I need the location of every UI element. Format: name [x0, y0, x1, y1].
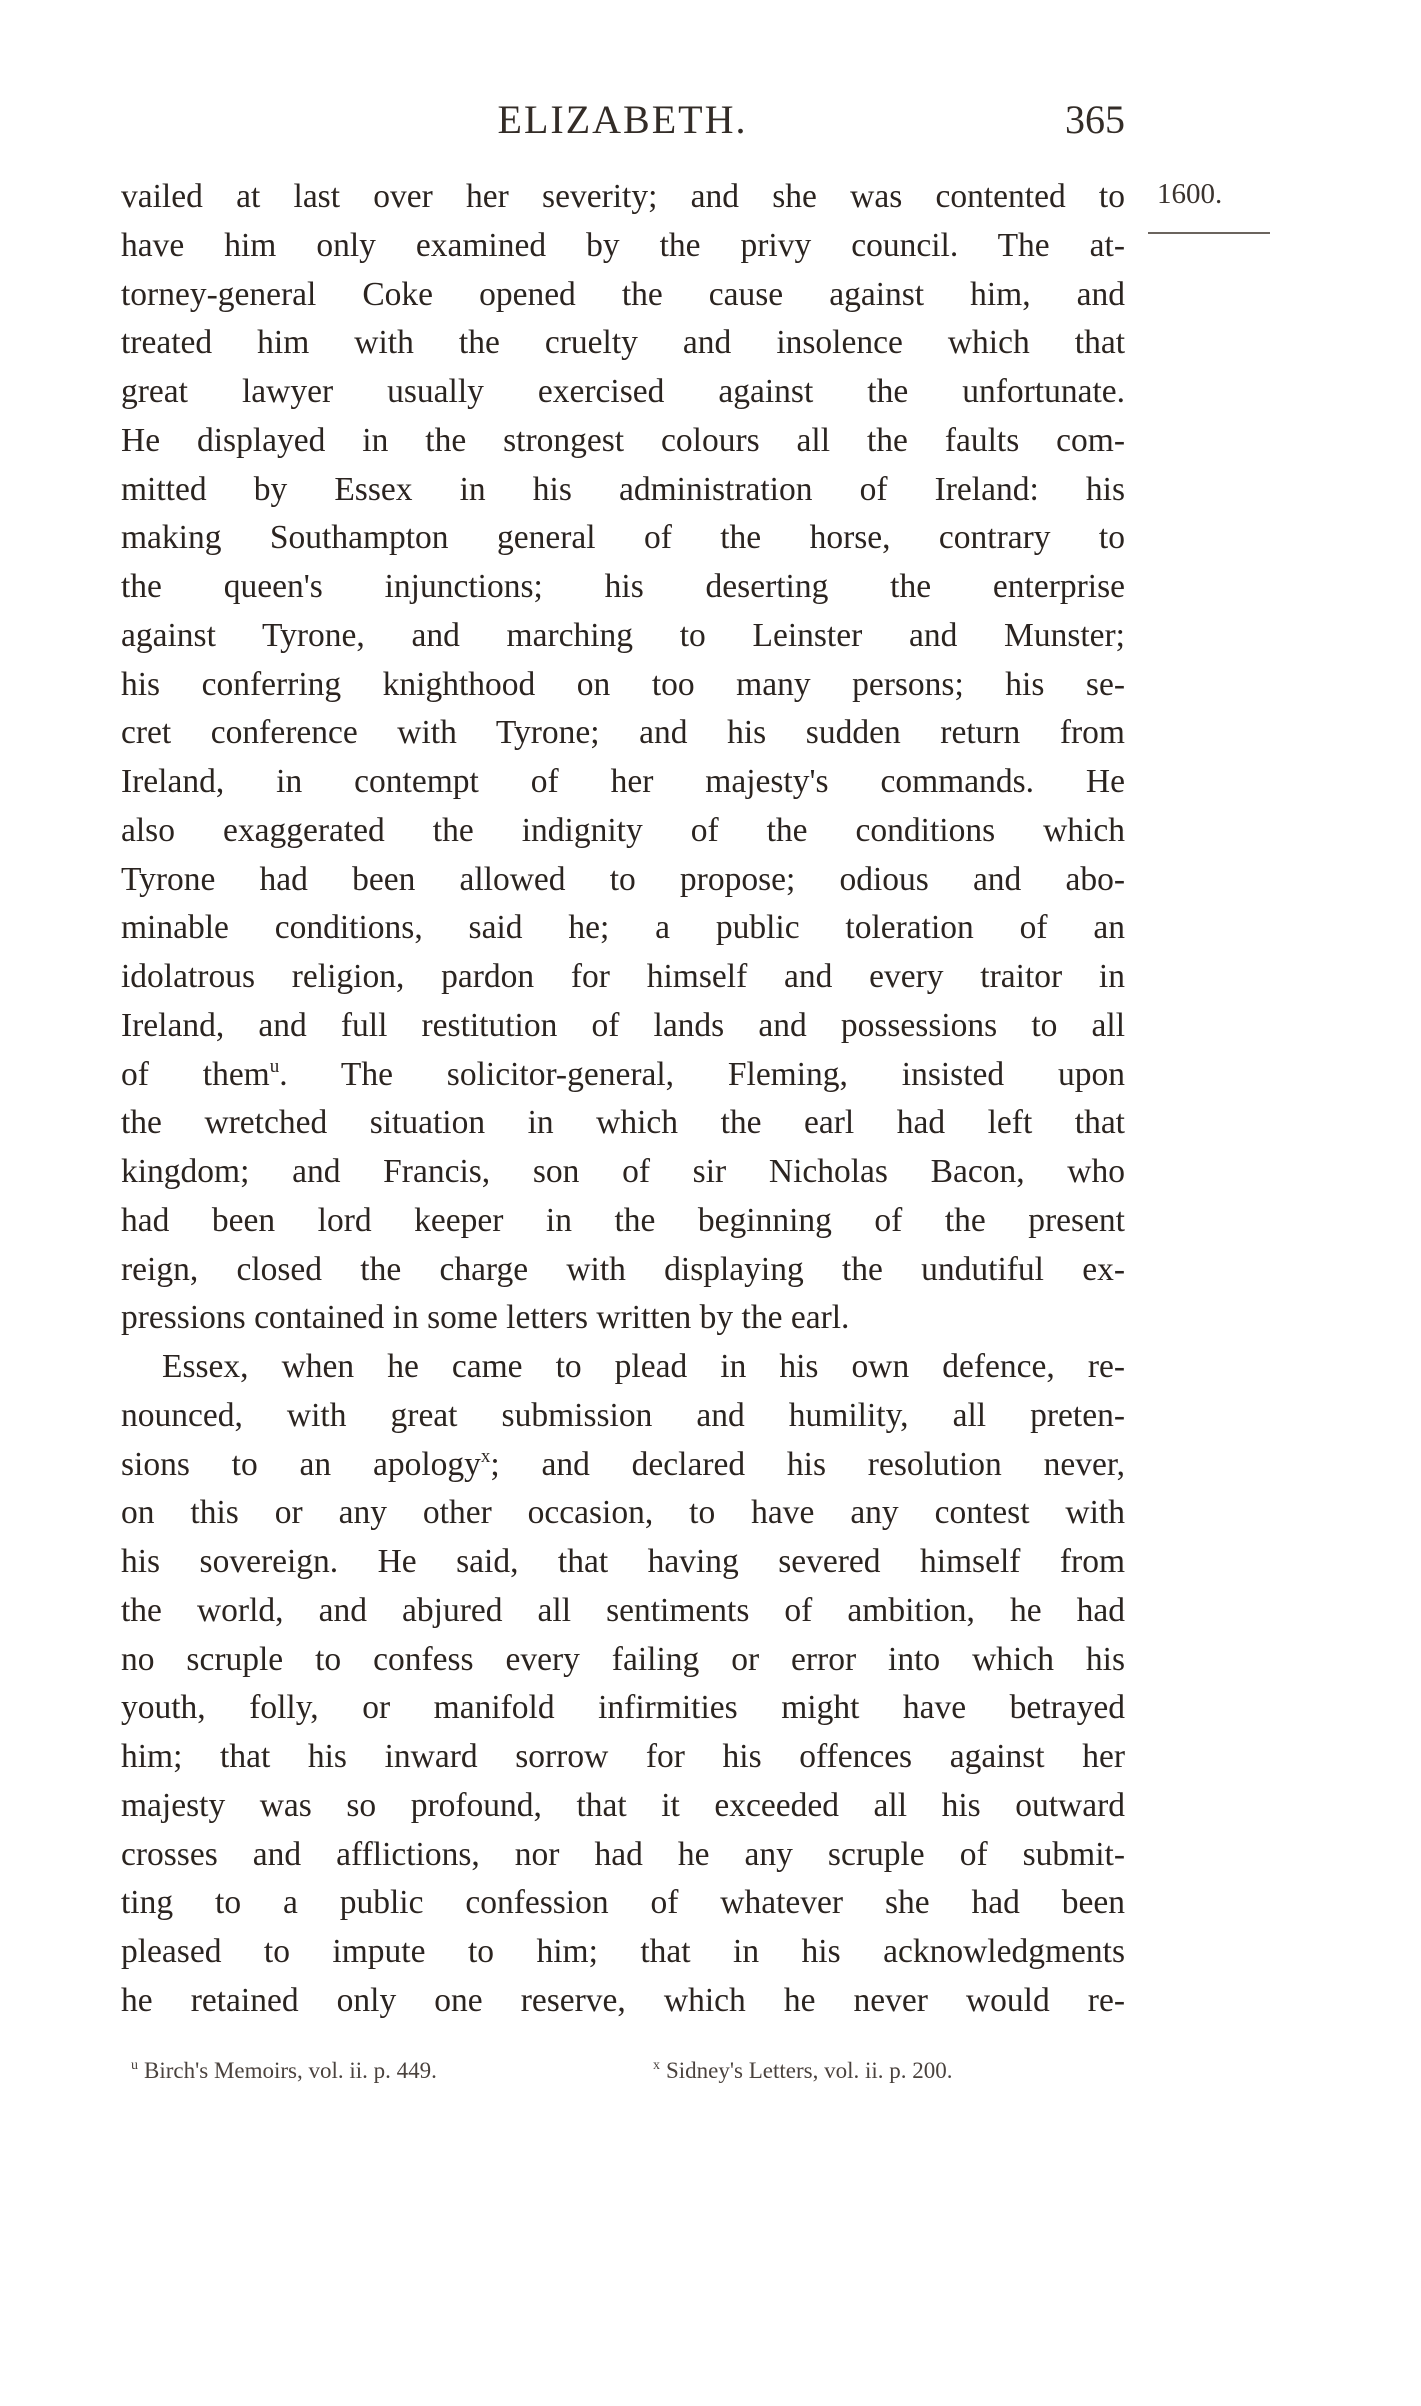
footnote-mark-u: u	[269, 1055, 280, 1077]
margin-rule	[1148, 232, 1270, 234]
text-line: have him only examined by the privy council. The at-	[121, 226, 1125, 264]
footnote-mark-x: x	[480, 1445, 491, 1467]
text-line: torney-general Coke opened the cause against him, and	[121, 275, 1125, 313]
footnote-u-mark: u	[131, 2058, 138, 2073]
text-line: minable conditions, said he; a public toleration of an	[121, 909, 1125, 947]
text-segment: sions to an apology	[121, 1445, 481, 1483]
text-line: kingdom; and Francis, son of sir Nicholas Bacon, who	[121, 1153, 1125, 1190]
text-line: on this or any other occasion, to have any contest with	[121, 1494, 1125, 1532]
margin-year-note: 1600.	[1157, 178, 1223, 210]
body-text	[121, 173, 1125, 2026]
footnote-u	[131, 2058, 437, 2084]
text-line: the queen's injunctions; his deserting the enterprise	[121, 568, 1125, 605]
text-line-with-footnote-x	[121, 1441, 1125, 1490]
footnote-u-text: Birch's Memoirs, vol. ii. p. 449.	[144, 2058, 437, 2083]
text-line: his sovereign. He said, that having severed himself from	[121, 1543, 1125, 1580]
footnote-x-mark: x	[653, 2058, 660, 2073]
text-line: ting to a public confession of whatever she had been	[121, 1884, 1125, 1922]
text-line: him; that his inward sorrow for his offences against her	[121, 1738, 1125, 1775]
text-line: pleased to impute to him; that in his acknowledgments	[121, 1933, 1125, 1970]
text-line: cret conference with Tyrone; and his sudden return from	[121, 714, 1125, 752]
text-line: also exaggerated the indignity of the conditions which	[121, 811, 1125, 849]
footnote-x-text: Sidney's Letters, vol. ii. p. 200.	[666, 2058, 953, 2083]
text-line: great lawyer usually exercised against the unfortunate.	[121, 373, 1125, 410]
footnotes	[121, 2058, 1125, 2098]
running-head	[120, 96, 1125, 156]
text-line-with-footnote-u	[121, 1051, 1125, 1100]
text-line: youth, folly, or manifold infirmities might have betrayed	[121, 1689, 1125, 1727]
text-line: making Southampton general of the horse, contrary to	[121, 519, 1125, 557]
running-head-title: ELIZABETH.	[497, 97, 748, 142]
text-line: pressions contained in some letters written by the earl.	[121, 1299, 850, 1337]
text-line: Ireland, and full restitution of lands and possessions to all	[121, 1006, 1125, 1044]
text-line: his conferring knighthood on too many persons; his se-	[121, 665, 1125, 703]
text-segment: ; and declared his resolution never,	[490, 1445, 1126, 1483]
text-line: crosses and afflictions, nor had he any scruple of submit-	[121, 1835, 1125, 1873]
text-line: majesty was so profound, that it exceeded all his outward	[121, 1786, 1125, 1824]
text-line: nounced, with great submission and humility, all preten-	[121, 1396, 1125, 1434]
text-line: idolatrous religion, pardon for himself and every traitor in	[121, 958, 1125, 995]
text-line: vailed at last over her severity; and she was contented to	[121, 178, 1125, 215]
text-segment: . The solicitor-general, Fleming, insisted upon	[279, 1055, 1125, 1093]
text-line: mitted by Essex in his administration of Ireland: his	[121, 470, 1125, 508]
text-line: against Tyrone, and marching to Leinster and Munster;	[121, 616, 1125, 654]
text-line: He displayed in the strongest colours all the faults com-	[121, 421, 1125, 459]
text-line: treated him with the cruelty and insolence which that	[121, 324, 1125, 362]
text-line: Tyrone had been allowed to propose; odious and abo-	[121, 860, 1125, 898]
text-line: had been lord keeper in the beginning of the present	[121, 1201, 1125, 1239]
text-line: no scruple to confess every failing or error into which his	[121, 1640, 1125, 1678]
text-segment: of them	[121, 1055, 270, 1093]
paragraph-start-line: Essex, when he came to plead in his own defence, re-	[162, 1348, 1125, 1385]
text-line: reign, closed the charge with displaying the undutiful ex-	[121, 1250, 1125, 1288]
text-line: the world, and abjured all sentiments of ambition, he had	[121, 1591, 1125, 1629]
text-line: he retained only one reserve, which he never would re-	[121, 1981, 1125, 2019]
text-line: Ireland, in contempt of her majesty's commands. He	[121, 763, 1125, 800]
page-number: 365	[1065, 97, 1125, 142]
footnote-x	[653, 2058, 953, 2084]
text-line: the wretched situation in which the earl had left that	[121, 1104, 1125, 1142]
